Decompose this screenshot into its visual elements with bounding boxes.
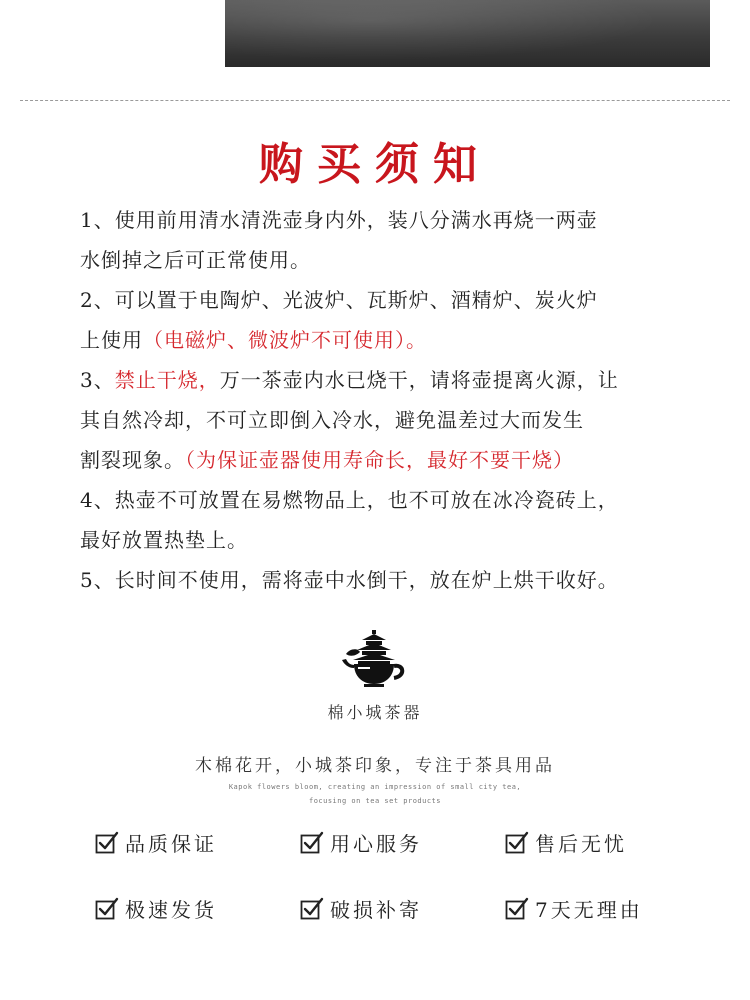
service-promises — [95, 828, 695, 922]
promise-item — [300, 828, 505, 856]
promise-item — [95, 828, 300, 856]
notice-line — [80, 240, 700, 280]
notice-text: 3、 — [80, 368, 115, 392]
notice-line — [80, 480, 700, 520]
notice-line — [80, 400, 700, 440]
checkbox-checked-icon — [95, 896, 119, 920]
dashed-divider — [20, 100, 730, 101]
notice-line — [80, 320, 700, 360]
notice-line — [80, 200, 700, 240]
promise-label: 售后无忧 — [535, 831, 627, 856]
notice-text: 其自然冷却，不可立即倒入冷水，避免温差过大而发生 — [80, 408, 584, 432]
notice-text: 上使用 — [80, 328, 143, 352]
promise-item — [505, 894, 695, 922]
slogan-en-line-2: focusing on tea set products — [308, 797, 441, 805]
notice-line — [80, 440, 700, 480]
teapot-pagoda-logo-icon — [340, 628, 410, 692]
notice-text: 4、热壶不可放置在易燃物品上，也不可放在冰冷瓷砖上， — [80, 488, 619, 512]
notice-text: 水倒掉之后可正常使用。 — [80, 248, 311, 272]
promise-item — [505, 828, 695, 856]
promise-item — [300, 894, 505, 922]
notice-line — [80, 560, 700, 600]
notice-text: 万一茶壶内水已烧干，请将壶提离火源，让 — [219, 368, 619, 392]
checkbox-checked-icon — [300, 830, 324, 854]
product-photo-bottom-strip — [225, 0, 710, 67]
promise-label: 破损补寄 — [330, 897, 422, 922]
notice-line — [80, 360, 700, 400]
promise-label: 用心服务 — [330, 831, 422, 856]
promise-item — [95, 894, 300, 922]
notice-text: 2、可以置于电陶炉、光波炉、瓦斯炉、酒精炉、炭火炉 — [80, 288, 598, 312]
checkbox-checked-icon — [300, 896, 324, 920]
notice-warning-text: （为保证壶器使用寿命长，最好不要干烧） — [185, 448, 574, 472]
promise-label: 品质保证 — [125, 831, 217, 856]
brand-slogan-english — [0, 780, 750, 808]
notice-text: 割裂现象。 — [80, 448, 185, 472]
notice-line — [80, 520, 700, 560]
slogan-en-line-1: Kapok flowers bloom, creating an impression of small city tea, — [228, 783, 522, 791]
notice-text: 1、使用前用清水清洗壶身内外，装八分满水再烧一两壶 — [80, 208, 598, 232]
notice-warning-text: 禁止干烧， — [114, 368, 220, 392]
notice-line — [80, 280, 700, 320]
checkbox-checked-icon — [505, 896, 529, 920]
page-title: 购买须知 — [259, 139, 491, 190]
checkbox-checked-icon — [505, 830, 529, 854]
brand-name: 棉小城茶器 — [327, 703, 423, 722]
notice-warning-text: （电磁炉、微波炉不可使用）。 — [143, 328, 427, 352]
brand-logo — [0, 628, 750, 692]
notice-text: 最好放置热垫上。 — [80, 528, 248, 552]
brand-slogan: 木棉花开，小城茶印象，专注于茶具用品 — [195, 756, 555, 776]
promise-label: 极速发货 — [125, 897, 217, 922]
checkbox-checked-icon — [95, 830, 119, 854]
promise-label: 7天无理由 — [535, 897, 643, 922]
purchase-notice-list — [80, 200, 700, 600]
notice-text: 5、长时间不使用，需将壶中水倒干，放在炉上烘干收好。 — [80, 568, 619, 592]
